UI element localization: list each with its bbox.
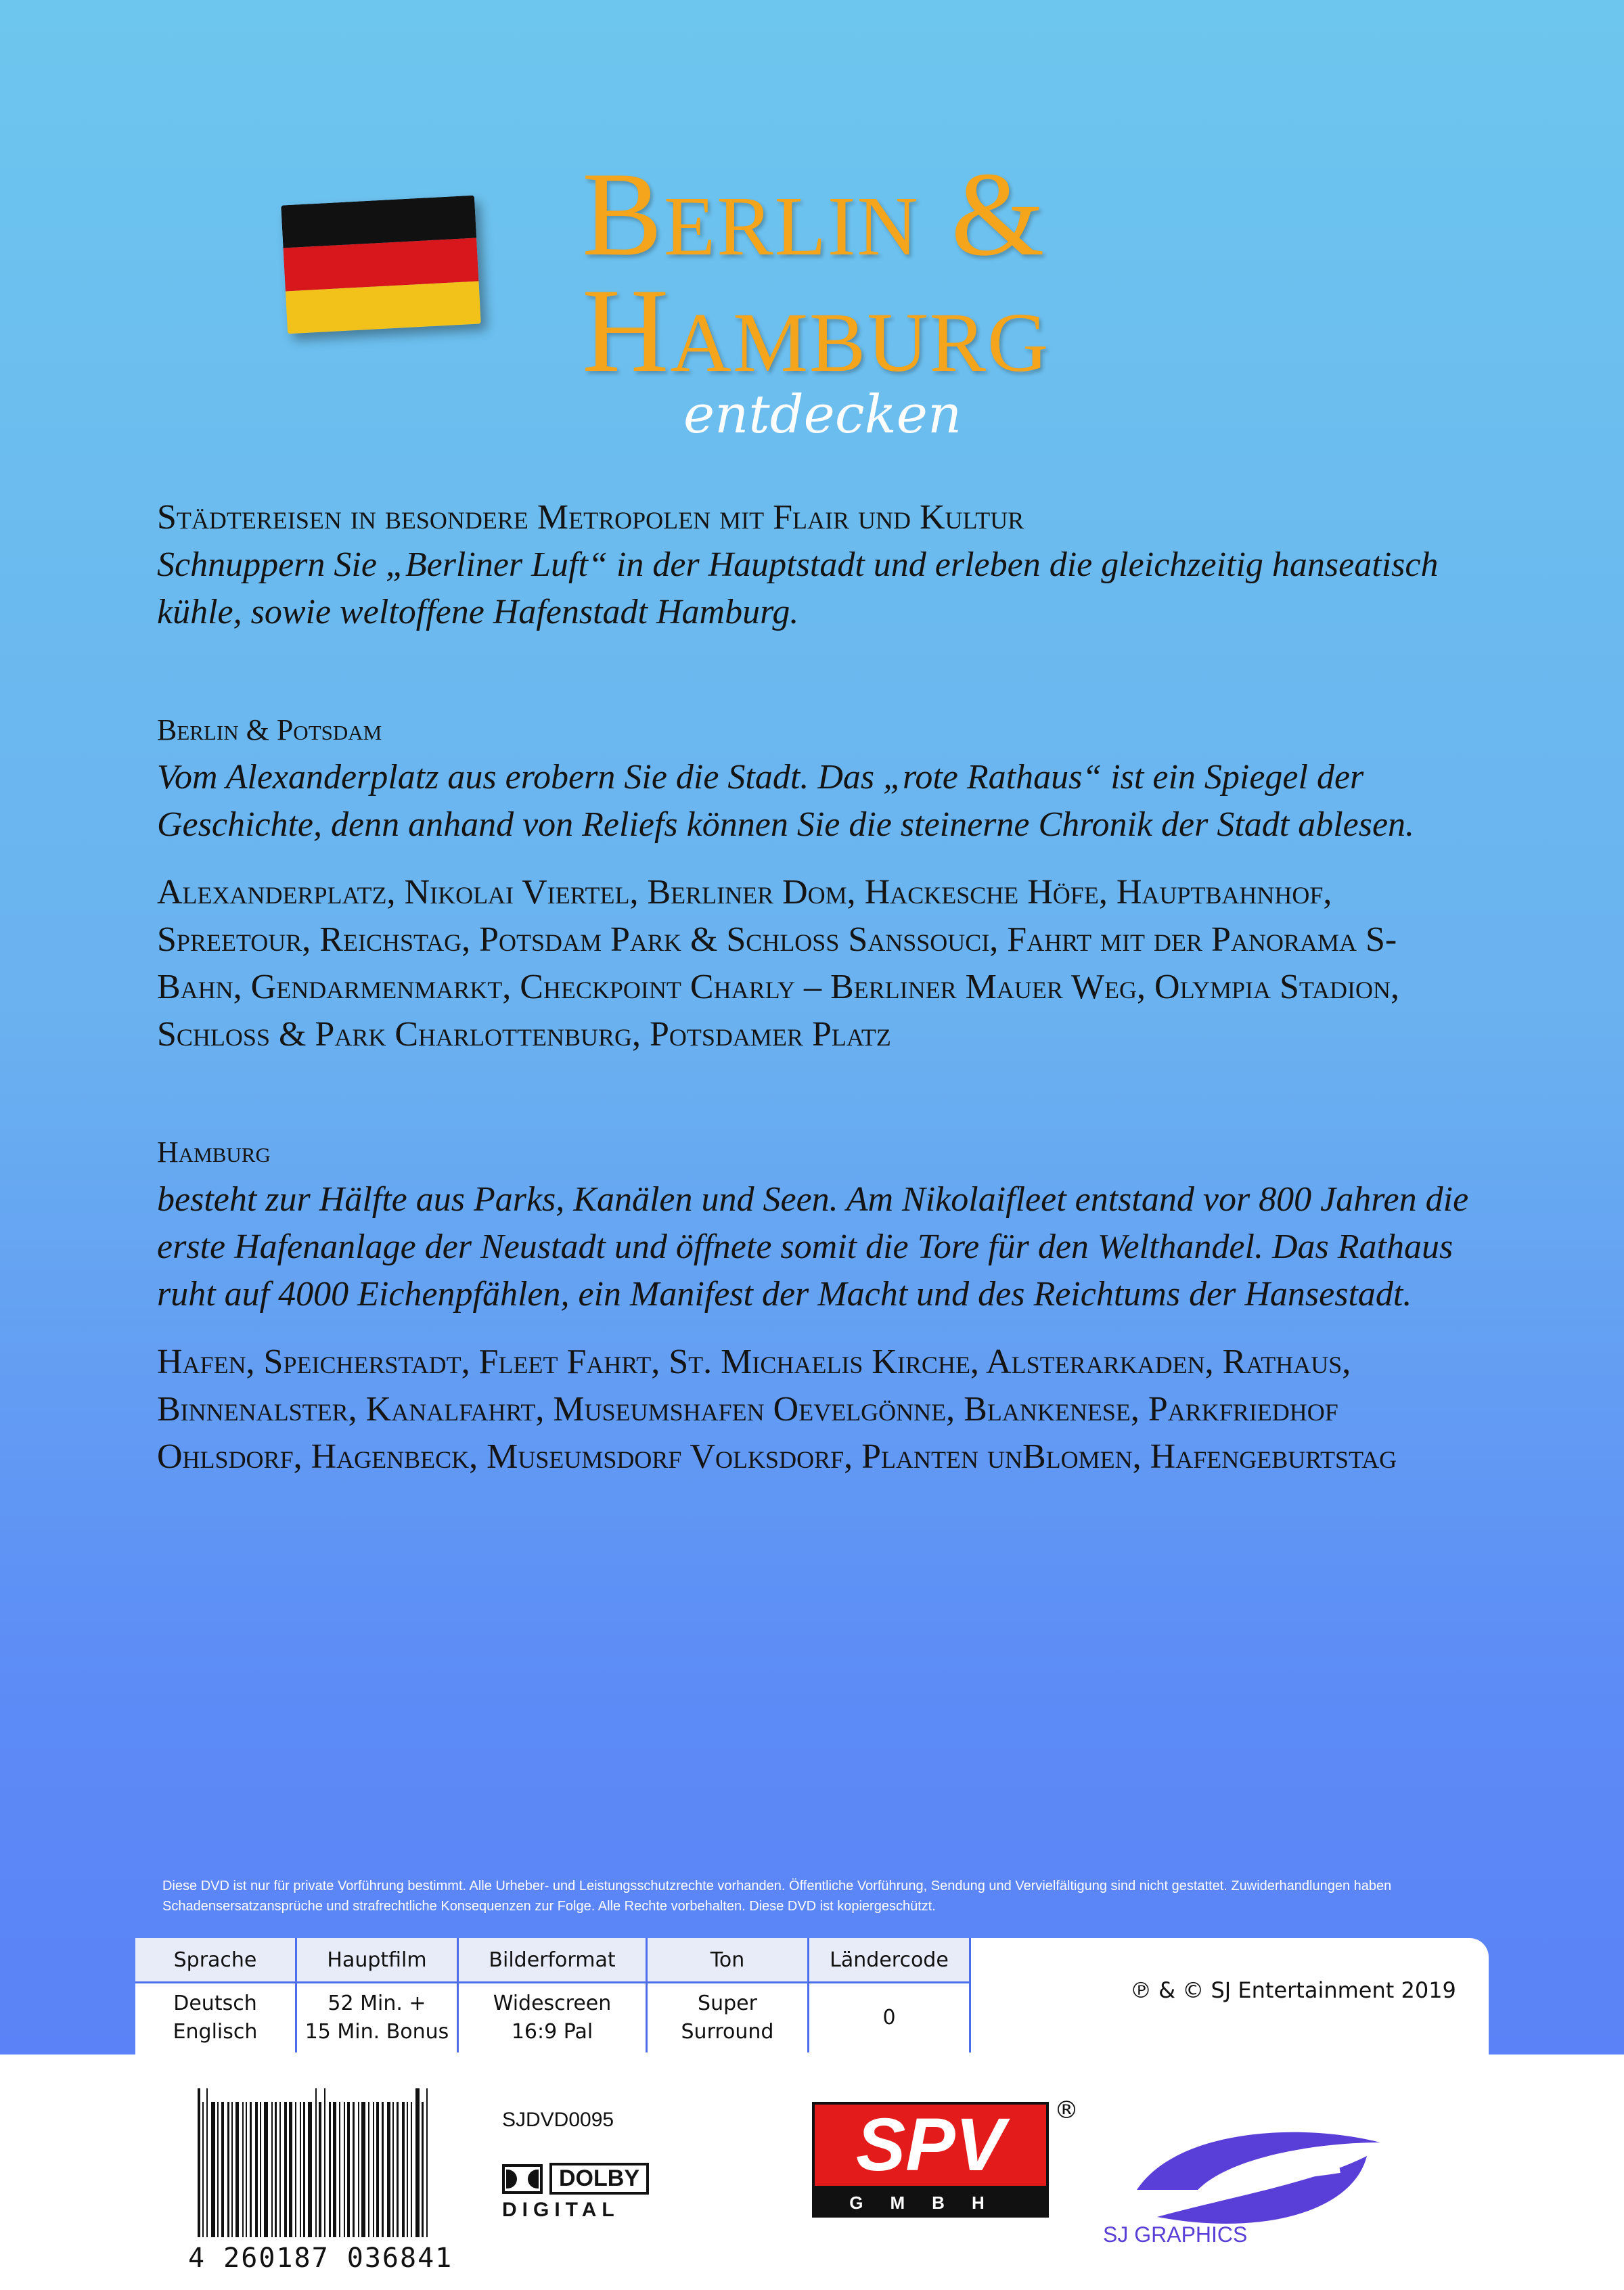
spec-value-laendercode: 0 <box>809 1983 970 2053</box>
description <box>157 494 1476 1501</box>
berlin-places: Alexanderplatz, Nikolai Viertel, Berliner Dom, Hackesche Höfe, Hauptbahnhof, Spreetour, Reichstag, Potsdam Park & Schloss Sanssouci, Fahrt mit der Panorama S-Bahn, Gendarmenmarkt, Checkpoint Charly – Berliner Mauer Weg, Olympia Stadion, Schloss & Park Charlottenburg, Potsdamer Platz <box>157 873 1399 1054</box>
spec-header-hauptfilm: Hauptfilm <box>296 1938 458 1983</box>
legal-notice: Diese DVD ist nur für private Vorführung bestimmt. Alle Urheber- und Leistungsschutzrechte vorhanden. Öffentliche Vorführung, Sendung und Vervielfältigung sind nicht gestattet. Zuwiderhandlungen haben Schadensersatzansprüche und strafrechtliche Konsequenzen zur Folge. Alle Rechte vorbehalten. Diese DVD ist kopiergeschützt. <box>162 1879 1392 1914</box>
spec-value-bilderformat: Widescreen 16:9 Pal <box>458 1983 647 2053</box>
copyright-text: ℗ & © SJ Entertainment 2019 <box>1130 1977 1456 2003</box>
spec-header-laendercode: Ländercode <box>809 1938 970 1983</box>
berlin-text: Vom Alexanderplatz aus erobern Sie die Stadt. Das „rote Rathaus“ ist ein Spiegel der Geschichte, denn anhand von Reliefs können Sie die steinerne Chronik der Stadt ablesen. <box>157 758 1415 844</box>
specs-panel <box>135 1938 1489 2055</box>
spec-header-ton: Ton <box>647 1938 809 1983</box>
barcode-number: 4 260187 036841 <box>188 2243 453 2274</box>
spec-value-ton: Super Surround <box>647 1983 809 2053</box>
berlin-heading: Berlin & Potsdam <box>157 713 382 746</box>
hamburg-places: Hafen, Speicherstadt, Fleet Fahrt, St. Michaelis Kirche, Alsterarkaden, Rathaus, Binnenalster, Kanalfahrt, Museumshafen Oevelgönne, Blankenese, Parkfriedhof Ohlsdorf, Hagenbeck, Museumsdorf Volksdorf, Planten unBlomen, Hafengeburtstag <box>157 1343 1397 1476</box>
dolby-digital-logo: DOLBY DIGITAL <box>502 2163 649 2222</box>
page-title: Berlin & Hamburg <box>582 147 1050 397</box>
bottom-panel <box>0 2055 1624 2290</box>
dolby-dd-icon <box>502 2164 543 2194</box>
spec-value-hauptfilm: 52 Min. + 15 Min. Bonus <box>296 1983 458 2053</box>
hamburg-heading: Hamburg <box>157 1136 271 1169</box>
hamburg-text: besteht zur Hälfte aus Parks, Kanälen und Seen. Am Nikolaifleet entstand vor 800 Jahren die erste Hafenanlage der Neustadt und öffnete somit die Tore für den Welthandel. Das Rathaus ruht auf 4000 Eichenpfählen, ein Manifest der Macht und des Reichtums der Hansestadt. <box>157 1180 1469 1314</box>
spec-header-bilderformat: Bilderformat <box>458 1938 647 1983</box>
specs-table <box>135 1938 971 2052</box>
page-subtitle: entdecken <box>683 384 962 445</box>
spec-value-sprache: Deutsch Englisch <box>135 1983 296 2053</box>
spec-header-sprache: Sprache <box>135 1938 296 1983</box>
sj-graphics-text: SJ GRAPHICS <box>1103 2222 1248 2247</box>
barcode-icon <box>198 2088 455 2237</box>
spv-logo: SPV GMBH ® <box>812 2102 1049 2218</box>
german-flag-icon <box>281 196 481 334</box>
intro-text: Schnuppern Sie „Berliner Luft“ in der Hauptstadt und erleben die gleichzeitig hanseatisch kühle, sowie weltoffene Hafenstadt Hamburg. <box>157 545 1439 631</box>
product-sku: SJDVD0095 <box>502 2109 614 2131</box>
intro-heading: Städtereisen in besondere Metropolen mit Flair und Kultur <box>157 498 1024 537</box>
